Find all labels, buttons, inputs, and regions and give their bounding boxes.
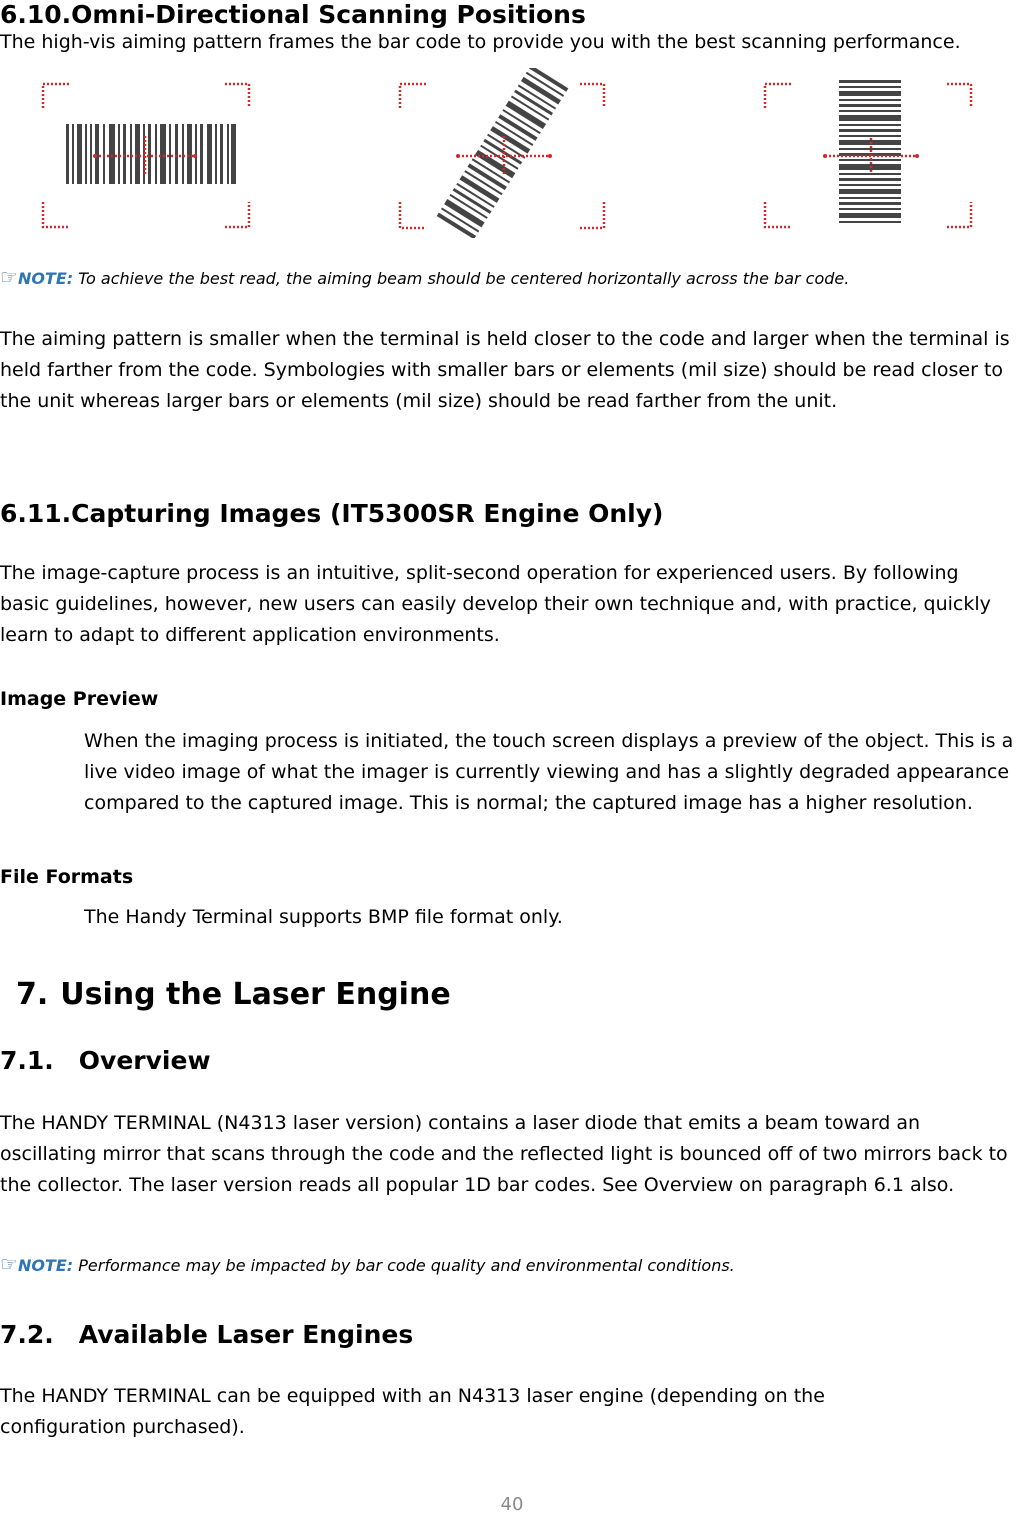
figure-vertical-barcode [755,72,980,237]
paragraph-available-engines: The HANDY TERMINAL can be equipped with an N4313 laser engine (depending on the configuration purchased). [0,1385,825,1438]
section-heading-7-1 [0,1046,211,1075]
paragraph-image-preview: When the imaging process is initiated, the touch screen displays a preview of the object. This is a live video image of what the imager is currently viewing and has a slightly degraded appearance compared to the captured image. This is normal; the captured image has a higher resolution. [84,730,1014,814]
paragraph-aiming-pattern: The aiming pattern is smaller when the terminal is held closer to the code and larger when the terminal is held farther from the code. Symbologies with smaller bars or elements (mil size) should be read closer to the unit whereas larger bars or elements (mil size) should be read farther from the unit. [0,328,1010,412]
pointing-hand-icon: ☞ [0,1252,18,1276]
note-label: NOTE: [17,1256,74,1275]
note-text: To achieve the best read, the aiming beam should be centered horizontally across the bar code. [73,269,850,288]
note-6-10 [0,265,849,289]
section-heading-6-11: 6.11.Capturing Images (IT5300SR Engine Only) [0,499,664,528]
note-label: NOTE: [17,269,74,288]
note-text: Performance may be impacted by bar code quality and environmental conditions. [73,1256,735,1275]
figure-diagonal-barcode [390,68,615,238]
page-number: 40 [500,1494,524,1515]
section-title: Overview [78,1046,211,1075]
horizontal-barcode-bars [66,124,236,184]
paragraph-laser-overview: The HANDY TERMINAL (N4313 laser version) contains a laser diode that emits a beam toward an oscillating mirror that scans through the code and the reflected light is bounced off of two mirrors back to the collector. The laser version reads all popular 1D bar codes. See Overview on paragraph 6.1 also. [0,1112,1008,1196]
subheading-file-formats: File Formats [0,866,134,888]
note-7-1 [0,1252,735,1276]
figure-horizontal-barcode [35,72,260,237]
section-lead-6-10: The high-vis aiming pattern frames the bar code to provide you with the best scanning performance. [0,31,961,53]
paragraph-image-capture: The image-capture process is an intuitive, split-second operation for experienced users. By following basic guidelines, however, new users can easily develop their own technique and, with practice, quickly learn to adapt to different application environments. [0,562,991,646]
diagonal-barcode-bars [437,68,569,238]
section-heading-7-2 [0,1320,413,1349]
chapter-title: Using the Laser Engine [60,977,451,1012]
chapter-number: 7. [16,977,49,1012]
pointing-hand-icon: ☞ [0,265,18,289]
paragraph-file-formats: The Handy Terminal supports BMP file format only. [84,906,563,928]
section-title: Available Laser Engines [78,1320,414,1349]
section-number: 7.1. [0,1046,54,1075]
chapter-heading-7 [16,977,451,1012]
subheading-image-preview: Image Preview [0,688,159,710]
section-heading-6-10: 6.10.Omni-Directional Scanning Positions [0,0,586,29]
section-number: 7.2. [0,1320,54,1349]
